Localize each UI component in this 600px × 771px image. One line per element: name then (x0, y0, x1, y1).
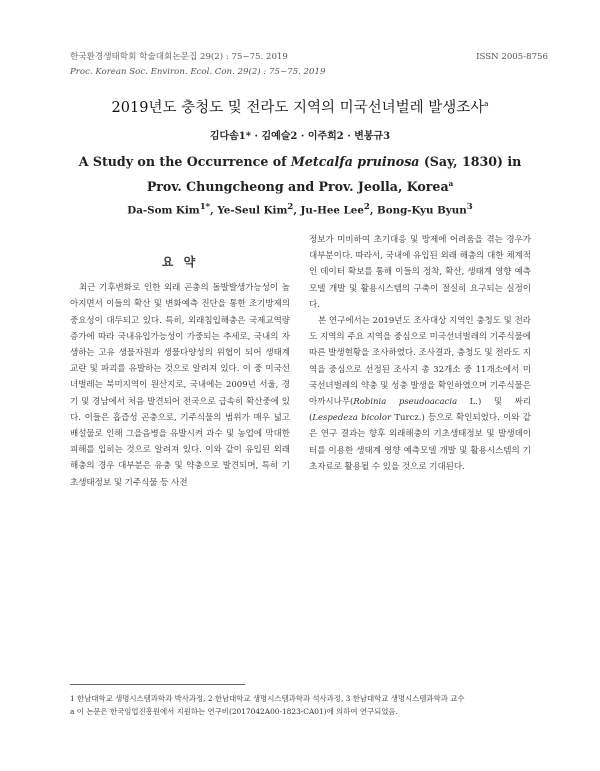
paragraph-2-text-b: L.) 및 싸리( (309, 397, 531, 424)
author-name: Ju-Hee Lee (300, 204, 364, 217)
author-affiliation: 2 (363, 202, 370, 212)
author-affiliation: 1* (199, 202, 211, 212)
footnotes (70, 692, 548, 718)
paragraph-2-text-c: Turcz.) 등으로 확인되었다. 이와 같은 연구 결과는 향후 외래해충의 기초생태정보 및 발생데이터를 이용한 생태계 영향 예측모델 개발 및 활용시스템의 기초자료로 활용될 수 있을 것으로 기대된다. (309, 413, 531, 472)
title-ko-text: 2019년도 충청도 및 전라도 지역의 미국선녀벌레 발생조사 (111, 100, 485, 116)
title-ko-footnote-mark: a (484, 100, 489, 109)
author-affiliation: 3 (466, 202, 473, 212)
abstract-paragraph-2 (309, 313, 531, 475)
title-en-footnote-mark: a (448, 179, 454, 188)
title-en-species: Metcalfa pruinosa (290, 154, 420, 169)
authors-ko-text: 김다솜1* · 김예슬2 · 이주희2 · 변봉규3 (209, 131, 391, 142)
footnote-affiliations: 1 한남대학교 생명시스템과학과 박사과정, 2 한남대학교 생명시스템과학과 석사과정, 3 한남대학교 생명시스템과학과 교수 (70, 694, 465, 703)
footnote-divider (70, 684, 245, 685)
title-en-post: (Say, 1830) in Prov. Chungcheong and Prov. Jeolla, Korea (146, 154, 522, 195)
abstract-left-column (70, 254, 290, 491)
author-affiliation: 2 (287, 202, 294, 212)
paper-title-ko (0, 96, 600, 117)
species-robinia: Robinia pseudoacacia (353, 397, 458, 408)
journal-citation-ko: 한국환경생태학회 학술대회논문집 29(2) : 75~75. 2019 (70, 52, 288, 62)
author-name: Ye-Seul Kim (217, 204, 288, 217)
abstract-paragraph-1: 최근 기후변화로 인한 외래 곤충의 돌발발생가능성이 높아지면서 이들의 확산 및 변화예측 진단을 통한 조기방제의 중요성이 대두되고 있다. 특히, 외래침입해충은 국제교역량 증가에 따라 국내유입가능성이 가중되는 추세로, 국내의 자생하는 고유 생물자원과 생물다양성의 위협이 되어 생태계 교란 및 파괴를 유발하는 것으로 알려져 있다. 이 중 미국선녀벌레는 북미지역이 원산지로, 국내에는 2009년 서울, 경기 및 경남에서 처음 발견되어 전국으로 급속히 확산중에 있다. 이들은 흡즙성 곤충으로, 기주식물의 범위가 매우 넓고 배설물로 인해 그을음병을 유발시켜 과수 및 농업에 막대한 피해를 입히는 것으로 알려져 있다. 이와 같이 유입된 외래 해충의 경우 대부분은 유충 및 약충으로 발견되며, 특히 기초생태정보 및 기주식물 등 사전 (70, 283, 290, 488)
species-lespedeza: Lespedeza bicolor (312, 413, 392, 424)
footnote-funding: a 이 논문은 한국임업진흥원에서 지원하는 연구비(2017042A00-1823-CA01)에 의하여 연구되었음. (70, 707, 398, 716)
authors-en: Da-Som Kim$^{1*}$, Ye-Seul Kim$^2$, Ju-Hee Lee$^2$, Bong-Kyu Byun$^3$ (127, 202, 473, 217)
abstract-paragraph-1-continued: 정보가 미비하여 초기대응 및 방제에 어려움을 겪는 경우가 대부분이다. 따라서, 국내에 유입된 외래 해충의 대한 체계적인 데이터 확보를 통해 이들의 정착, 확산, 생태계 영향 예측모델 개발 및 활용시스템의 구축이 절실히 요구되는 실정이다. (309, 235, 531, 310)
journal-citation-en: Proc. Korean Soc. Environ. Ecol. Con. 29(2) : 75~75. 2019 (70, 67, 326, 77)
abstract-right-column (309, 232, 531, 475)
abstract-heading: 요 약 (161, 255, 199, 269)
title-en-pre: A Study on the Occurrence of (78, 154, 291, 169)
issn: ISSN 2005-8756 (476, 52, 548, 62)
journal-header (70, 50, 548, 80)
author-name: Bong-Kyu Byun (377, 204, 467, 217)
paragraph-2-text-a: 본 연구에서는 2019년도 조사대상 지역인 충청도 및 전라도 지역의 주요 지역을 중심으로 미국선녀벌레의 기주식물에 따른 발생현황을 조사하였다. 조사결과, 충청도 및 전라도 지역을 중심으로 선정된 조사지 총 32개소 중 11개소에서 미국선녀벌레의 약충 및 성충 발생을 확인하였으며 기주식물은 아까시나무( (309, 316, 531, 408)
paper-title-en (70, 151, 530, 198)
authors-ko (0, 127, 600, 142)
author-name: Da-Som Kim (127, 204, 200, 217)
